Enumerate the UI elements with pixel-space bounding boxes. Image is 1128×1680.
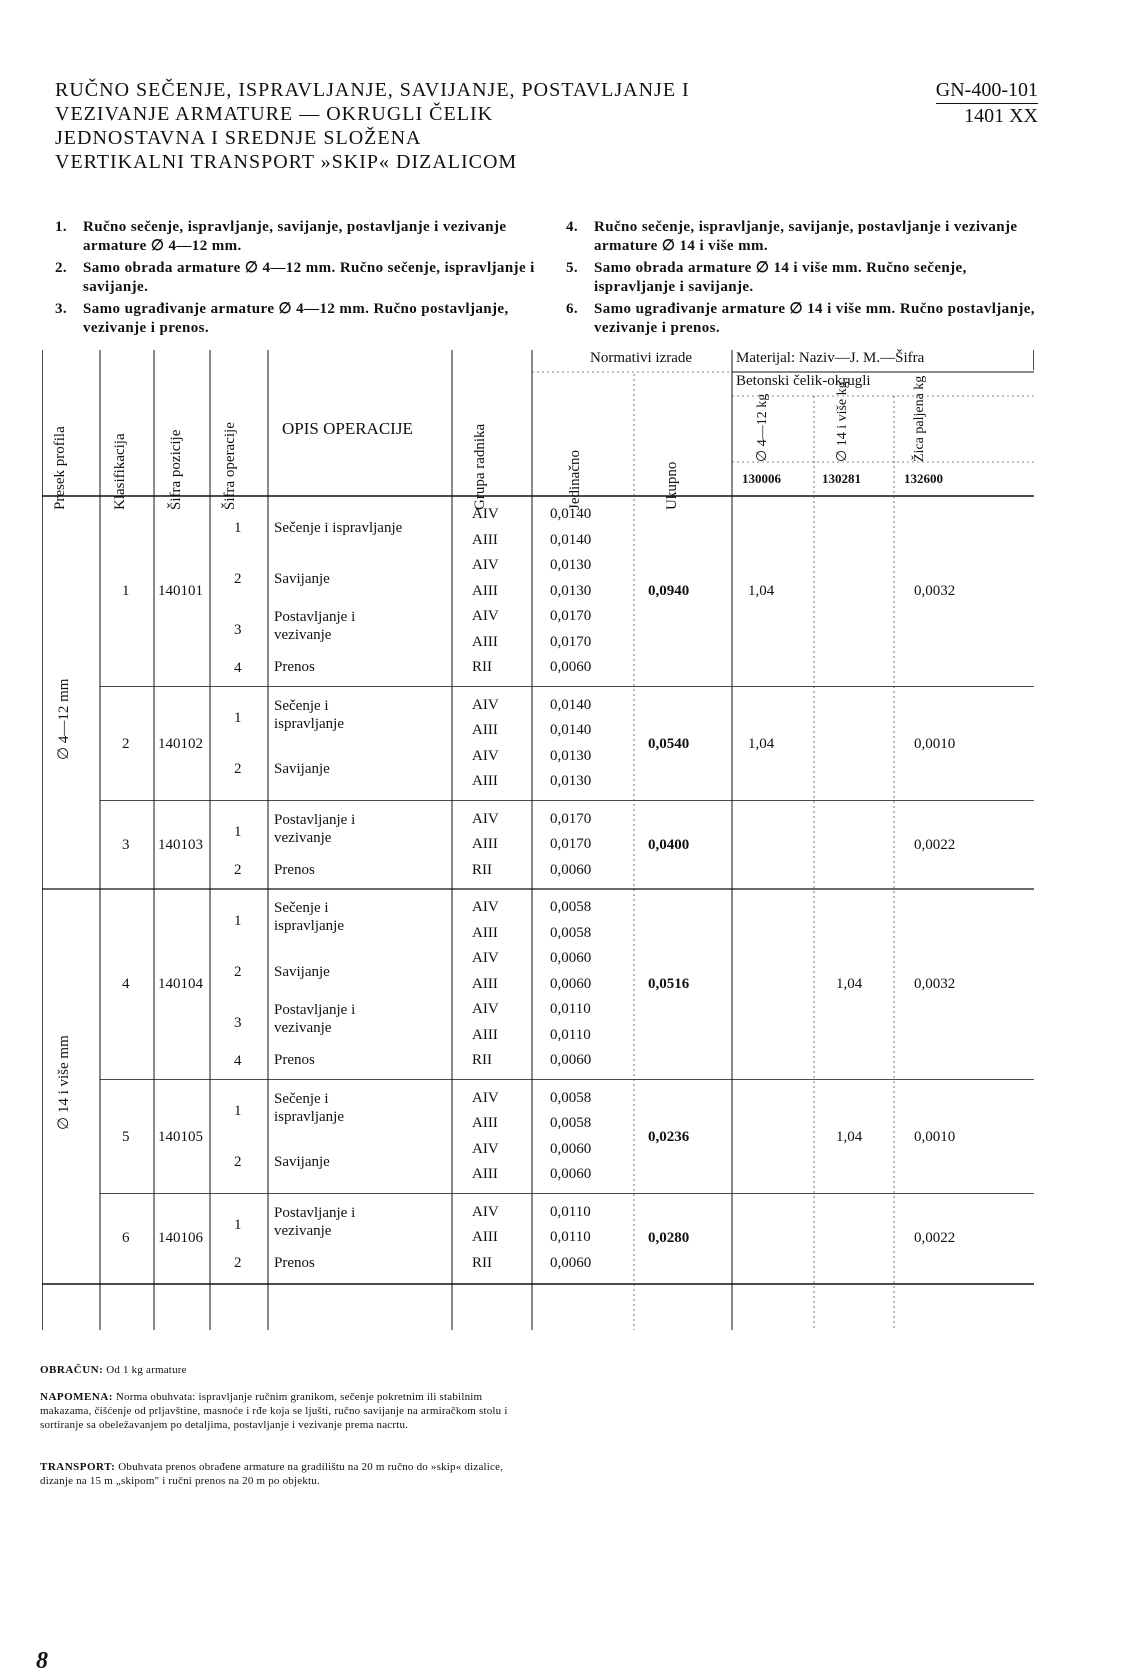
opis-cell: Sečenje i — [274, 1090, 329, 1107]
opis-cell: Postavljanje i — [274, 1204, 356, 1221]
ukupno-cell: 0,0280 — [648, 1229, 690, 1246]
material-4-12-cell: 1,04 — [748, 735, 775, 752]
sifra-pozicije-cell: 140102 — [158, 735, 203, 752]
opis-cell: Postavljanje i — [274, 609, 356, 625]
transport-label: TRANSPORT: — [40, 1461, 116, 1473]
klasifikacija-cell: 6 — [122, 1229, 130, 1246]
section-label-14-vise: ∅ 14 i više mm — [56, 1035, 72, 1130]
jedinacno-cell: 0,0130 — [550, 557, 592, 573]
sifra-operacije-cell: 1 — [234, 1217, 242, 1233]
jedinacno-cell: 0,0060 — [550, 1140, 592, 1157]
intro-item — [566, 218, 1046, 256]
opis-cell: vezivanje — [274, 829, 332, 846]
sifra-operacije-cell: 2 — [234, 1255, 242, 1272]
header-betonski: Betonski čelik-okrugli — [736, 373, 871, 389]
grupa-radnika-cell: AIV — [472, 1140, 499, 1157]
jedinacno-cell: 0,0140 — [550, 531, 592, 548]
sifra-pozicije-cell: 140103 — [158, 836, 203, 853]
opis-cell: Prenos — [274, 1052, 315, 1068]
jedinacno-cell: 0,0140 — [550, 506, 592, 522]
intro-item-text: Ručno sečenje, ispravljanje, savijanje, postavljanje i vezivanje armature ∅ 14 i više mm. — [594, 219, 1018, 254]
jedinacno-cell: 0,0170 — [550, 810, 592, 827]
sifra-operacije-cell: 1 — [234, 710, 242, 726]
jedinacno-cell: 0,0110 — [550, 1026, 591, 1043]
grupa-radnika-cell: AIII — [472, 722, 498, 738]
jedinacno-cell: 0,0110 — [550, 1203, 591, 1220]
grupa-radnika-cell: AIV — [472, 950, 499, 966]
header-grupa: Grupa radnika — [472, 423, 488, 510]
opis-cell: Sečenje i — [274, 697, 329, 714]
jedinacno-cell: 0,0140 — [550, 696, 592, 713]
material-zica-cell: 0,0032 — [914, 583, 956, 600]
title-line-2: VEZIVANJE ARMATURE — OKRUGLI ČELIK — [55, 103, 494, 125]
opis-cell: Postavljanje i — [274, 1002, 356, 1018]
sifra-operacije-cell: 2 — [234, 862, 242, 879]
header-klasifikacija: Klasifikacija — [112, 433, 128, 510]
header-sifra-operacije: Šifra operacije — [222, 422, 238, 510]
grupa-radnika-cell: AIII — [472, 1026, 498, 1043]
grupa-radnika-cell: AIII — [472, 1115, 498, 1131]
header-jedinacno: Jedinačno — [567, 450, 583, 510]
jedinacno-cell: 0,0060 — [550, 950, 592, 966]
grupa-radnika-cell: RII — [472, 659, 492, 675]
jedinacno-cell: 0,0060 — [550, 1166, 592, 1182]
grupa-radnika-cell: AIV — [472, 557, 499, 573]
sifra-pozicije-cell: 140104 — [158, 976, 203, 993]
grupa-radnika-cell: AIV — [472, 696, 499, 713]
header-normativi: Normativi izrade — [590, 350, 693, 366]
intro-item-text: Samo obrada armature ∅ 14 i više mm. Ručno sečenje, ispravljanje i savijanje. — [594, 260, 967, 295]
sifra-operacije-cell: 4 — [234, 1052, 242, 1069]
jedinacno-cell: 0,0058 — [550, 924, 592, 941]
opis-cell: Savijanje — [274, 1154, 330, 1170]
obracun-text: Od 1 kg armature — [106, 1364, 187, 1376]
obracun-note — [40, 1363, 530, 1377]
norm-code: GN-400-101 — [936, 78, 1038, 104]
intro-item — [566, 300, 1046, 338]
sifra-operacije-cell: 1 — [234, 1103, 242, 1119]
opis-cell: Postavljanje i — [274, 811, 356, 828]
header-sifra-130281: 130281 — [822, 471, 861, 486]
jedinacno-cell: 0,0060 — [550, 861, 592, 878]
norm-table — [42, 350, 1034, 1340]
sifra-operacije-cell: 3 — [234, 621, 242, 638]
grupa-radnika-cell: AIII — [472, 975, 498, 992]
grupa-radnika-cell: AIV — [472, 608, 499, 624]
section-label-4-12: ∅ 4—12 mm — [56, 678, 72, 760]
header-opis: OPIS OPERACIJE — [282, 419, 413, 438]
sifra-pozicije-cell: 140106 — [158, 1229, 203, 1246]
jedinacno-cell: 0,0170 — [550, 608, 592, 624]
opis-cell: vezivanje — [274, 1222, 332, 1239]
jedinacno-cell: 0,0060 — [550, 1254, 592, 1271]
material-zica-cell: 0,0010 — [914, 735, 956, 752]
intro-item-number: 3. — [55, 301, 68, 317]
intro-item — [55, 300, 540, 338]
sifra-operacije-cell: 2 — [234, 1154, 242, 1170]
sifra-pozicije-cell: 140101 — [158, 583, 203, 600]
opis-cell: ispravljanje — [274, 715, 344, 732]
jedinacno-cell: 0,0060 — [550, 659, 592, 675]
jedinacno-cell: 0,0130 — [550, 773, 592, 789]
grupa-radnika-cell: RII — [472, 1052, 492, 1068]
opis-cell: Prenos — [274, 861, 315, 878]
intro-item-text: Samo obrada armature ∅ 4—12 mm. Ručno sečenje, ispravljanje i savijanje. — [83, 260, 535, 295]
opis-cell: vezivanje — [274, 1020, 332, 1036]
opis-cell: Savijanje — [274, 570, 330, 587]
page-number: 8 — [36, 1648, 48, 1674]
grupa-radnika-cell: AIII — [472, 531, 498, 548]
jedinacno-cell: 0,0058 — [550, 1115, 592, 1131]
grupa-radnika-cell: AIII — [472, 633, 498, 650]
grupa-radnika-cell: AIII — [472, 1229, 498, 1245]
grupa-radnika-cell: AIV — [472, 1001, 499, 1017]
jedinacno-cell: 0,0060 — [550, 975, 592, 992]
intro-item — [566, 259, 1046, 297]
header-sifra-130006: 130006 — [742, 471, 781, 486]
grupa-radnika-cell: RII — [472, 1254, 492, 1271]
header-mat-4-12: ∅ 4—12 kg — [755, 393, 770, 462]
header-materijal: Materijal: Naziv—J. M.—Šifra — [736, 350, 925, 366]
header-mat-14: ∅ 14 i više kg — [835, 381, 850, 462]
grupa-radnika-cell: AIV — [472, 810, 499, 827]
opis-cell: Sečenje i — [274, 900, 329, 916]
page-title — [55, 78, 690, 174]
opis-cell: ispravljanje — [274, 1108, 344, 1125]
grupa-radnika-cell: AIV — [472, 899, 499, 915]
opis-cell: Savijanje — [274, 761, 330, 777]
intro-item-number: 6. — [566, 301, 579, 317]
klasifikacija-cell: 4 — [122, 976, 130, 993]
sifra-operacije-cell: 1 — [234, 824, 242, 840]
grupa-radnika-cell: AIV — [472, 1089, 499, 1106]
ukupno-cell: 0,0540 — [648, 735, 690, 752]
jedinacno-cell: 0,0060 — [550, 1052, 592, 1068]
sifra-operacije-cell: 2 — [234, 570, 242, 587]
jedinacno-cell: 0,0058 — [550, 899, 592, 915]
sifra-operacije-cell: 3 — [234, 1014, 242, 1031]
obracun-label: OBRAČUN: — [40, 1364, 104, 1376]
intro-item — [55, 218, 540, 256]
intro-item-text: Samo ugrađivanje armature ∅ 4—12 mm. Ručno postavljanje, vezivanje i prenos. — [83, 301, 509, 336]
grupa-radnika-cell: RII — [472, 861, 492, 878]
klasifikacija-cell: 3 — [122, 836, 130, 853]
header-mat-zica: Žica paljena kg — [912, 375, 927, 462]
opis-cell: Prenos — [274, 659, 315, 675]
ukupno-cell: 0,0236 — [648, 1128, 690, 1145]
sifra-operacije-cell: 2 — [234, 963, 242, 980]
intro-item — [55, 259, 540, 297]
napomena-note — [40, 1390, 530, 1432]
jedinacno-cell: 0,0110 — [550, 1229, 591, 1245]
transport-text: Obuhvata prenos obrađene armature na gradilištu na 20 m ručno do »skip« dizalice, dizanje na 15 m „skipom" i ručni prenos na 20 m po objektu. — [40, 1461, 504, 1487]
material-zica-cell: 0,0022 — [914, 836, 956, 853]
intro-list-left — [55, 218, 540, 341]
intro-list-right — [566, 218, 1046, 341]
klasifikacija-cell: 5 — [122, 1128, 130, 1145]
opis-cell: Prenos — [274, 1254, 315, 1271]
sifra-operacije-cell: 4 — [234, 659, 242, 676]
title-line-3: JEDNOSTAVNA I SREDNJE SLOŽENA — [55, 127, 422, 149]
klasifikacija-cell: 1 — [122, 583, 130, 600]
jedinacno-cell: 0,0170 — [550, 836, 592, 852]
opis-cell: Sečenje i ispravljanje — [274, 519, 403, 536]
opis-cell: ispravljanje — [274, 918, 344, 934]
material-14-cell: 1,04 — [836, 976, 863, 993]
sifra-operacije-cell: 1 — [234, 519, 242, 536]
sifra-operacije-cell: 1 — [234, 912, 242, 929]
jedinacno-cell: 0,0130 — [550, 747, 592, 764]
header-presek: Presek profila — [52, 426, 68, 510]
grupa-radnika-cell: AIII — [472, 773, 498, 789]
klasifikacija-cell: 2 — [122, 735, 130, 752]
sifra-operacije-cell: 2 — [234, 761, 242, 777]
intro-item-number: 1. — [55, 219, 68, 235]
transport-note — [40, 1460, 530, 1488]
material-14-cell: 1,04 — [836, 1128, 863, 1145]
intro-item-number: 2. — [55, 260, 68, 276]
grupa-radnika-cell: AIII — [472, 836, 498, 852]
header-ukupno: Ukupno — [664, 461, 680, 510]
document-code — [936, 78, 1038, 128]
grupa-radnika-cell: AIV — [472, 1203, 499, 1220]
grupa-radnika-cell: AIII — [472, 582, 498, 599]
grupa-radnika-cell: AIV — [472, 506, 499, 522]
title-line-1: RUČNO SEČENJE, ISPRAVLJANJE, SAVIJANJE, POSTAVLJANJE I — [55, 79, 690, 101]
intro-item-number: 4. — [566, 219, 579, 235]
jedinacno-cell: 0,0110 — [550, 1001, 591, 1017]
napomena-text: Norma obuhvata: ispravljanje ručnim granikom, sečenje pokretnim ili stabilnim makazama, čišćenje od prljavštine, masnoće i rđe koja se ljušti, ručno savijanje na armiračkom stolu i sortiranje sa obeležavanjem po detaljima, postavljanje i vezivanje prema nacrtu. — [40, 1391, 508, 1431]
grupa-radnika-cell: AIII — [472, 1166, 498, 1182]
header-sifra-132600: 132600 — [904, 471, 943, 486]
grupa-radnika-cell: AIV — [472, 747, 499, 764]
napomena-label: NAPOMENA: — [40, 1391, 113, 1403]
ukupno-cell: 0,0940 — [648, 583, 690, 600]
jedinacno-cell: 0,0058 — [550, 1089, 592, 1106]
jedinacno-cell: 0,0140 — [550, 722, 592, 738]
jedinacno-cell: 0,0130 — [550, 582, 592, 599]
grupa-radnika-cell: AIII — [472, 924, 498, 941]
header-sifra-pozicije: Šifra pozicije — [168, 429, 184, 510]
ukupno-cell: 0,0400 — [648, 836, 690, 853]
sifra-pozicije-cell: 140105 — [158, 1128, 203, 1145]
intro-item-text: Ručno sečenje, ispravljanje, savijanje, postavljanje i vezivanje armature ∅ 4—12 mm. — [83, 219, 507, 254]
material-zica-cell: 0,0032 — [914, 976, 956, 993]
norm-subcode: 1401 XX — [964, 105, 1038, 127]
material-4-12-cell: 1,04 — [748, 583, 775, 600]
ukupno-cell: 0,0516 — [648, 976, 690, 993]
title-line-4: VERTIKALNI TRANSPORT »SKIP« DIZALICOM — [55, 151, 518, 173]
intro-item-text: Samo ugrađivanje armature ∅ 14 i više mm. Ručno postavljanje, vezivanje i prenos. — [594, 301, 1035, 336]
intro-item-number: 5. — [566, 260, 579, 276]
jedinacno-cell: 0,0170 — [550, 633, 592, 650]
opis-cell: Savijanje — [274, 963, 330, 980]
material-zica-cell: 0,0010 — [914, 1128, 956, 1145]
opis-cell: vezivanje — [274, 627, 332, 643]
material-zica-cell: 0,0022 — [914, 1229, 956, 1246]
